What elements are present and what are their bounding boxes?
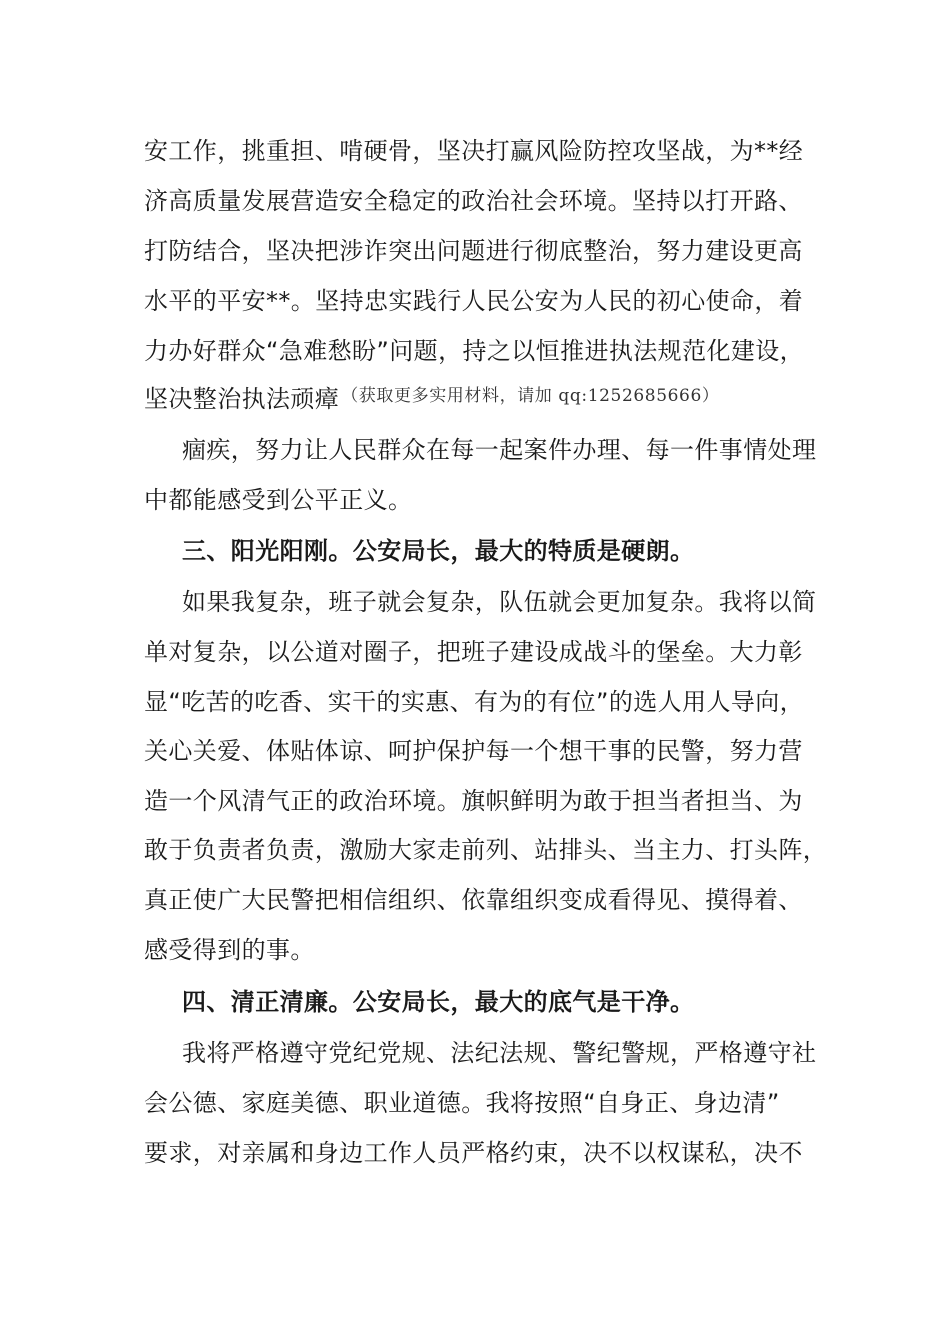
paragraph-line: 济高质量发展营造安全稳定的政治社会环境。坚持以打开路、 [144, 187, 803, 215]
paragraph-line: 会公德、家庭美德、职业道德。我将按照“自身正、身边清” [144, 1089, 780, 1117]
section-heading: 三、阳光阳刚。公安局长，最大的特质是硬朗。 [182, 537, 695, 565]
paragraph-line: 真正使广大民警把相信组织、依靠组织变成看得见、摸得着、 [144, 886, 803, 914]
paragraph-line: 造一个风清气正的政治环境。旗帜鲜明为敢于担当者担当、为 [144, 787, 803, 815]
paragraph-line: 打防结合，坚决把涉诈突出问题进行彻底整治，努力建设更高 [144, 237, 803, 265]
paragraph-line: 水平的平安**。坚持忠实践行人民公安为人民的初心使命，着 [144, 287, 804, 315]
paragraph-line: 关心关爱、体贴体谅、呵护保护每一个想干事的民警，努力营 [144, 737, 803, 765]
paragraph-line: 力办好群众“急难愁盼”问题，持之以恒推进执法规范化建设， [144, 337, 805, 365]
paragraph-line: 如果我复杂，班子就会复杂，队伍就会更加复杂。我将以简 [182, 588, 817, 616]
paragraph-line: 感受得到的事。 [144, 936, 315, 964]
paragraph-line: 单对复杂，以公道对圈子，把班子建设成战斗的堡垒。大力彰 [144, 638, 803, 666]
paragraph-line: 敢于负责者负责，激励大家走前列、站排头、当主力、打头阵， [144, 836, 828, 864]
inline-note: （获取更多实用材料，请加 qq:1252685666） [341, 386, 720, 406]
paragraph-line: 我将严格遵守党纪党规、法纪法规、警纪警规，严格遵守社 [182, 1039, 817, 1067]
paragraph-line: 痼疾，努力让人民群众在每一起案件办理、每一件事情处理 [182, 436, 817, 464]
paragraph-text: 坚决整治执法顽瘴 [144, 385, 340, 413]
paragraph-line: 安工作，挑重担、啃硬骨，坚决打赢风险防控攻坚战，为**经 [144, 137, 804, 165]
paragraph-line: 中都能感受到公平正义。 [144, 486, 413, 514]
paragraph-line: 要求，对亲属和身边工作人员严格约束，决不以权谋私，决不 [144, 1139, 803, 1167]
paragraph-line-with-note [144, 382, 824, 419]
section-heading: 四、清正清廉。公安局长，最大的底气是干净。 [182, 988, 695, 1016]
paragraph-line: 显“吃苦的吃香、实干的实惠、有为的有位”的选人用人导向， [144, 688, 805, 716]
